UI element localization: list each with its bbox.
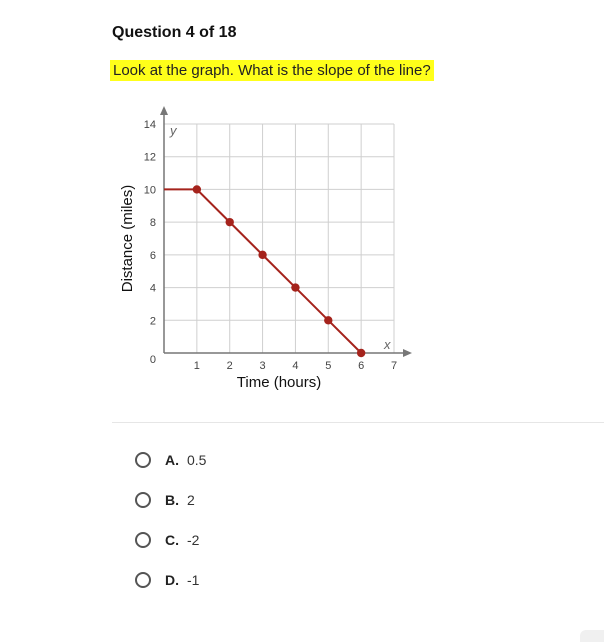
x-tick-label: 7 [390,360,398,372]
choice-a-value: 0.5 [187,452,207,468]
radio-c-icon[interactable] [135,532,151,548]
choice-d-value: -1 [187,572,200,588]
choice-a[interactable] [135,448,206,472]
y-tick-label: 6 [149,249,156,262]
y-axis-letter: y [170,123,177,138]
x-tick-label: 1 [193,360,200,372]
divider [112,422,604,423]
data-point [357,349,365,357]
y-tick-label: 14 [143,119,156,131]
y-tick-label: 4 [149,282,156,295]
y-axis-title: Distance (miles) [119,184,136,293]
choice-b[interactable] [135,488,206,512]
choice-c-value: -2 [187,532,200,548]
line-graph [112,100,422,400]
radio-d-icon[interactable] [135,572,151,588]
x-axis-letter: x [384,337,391,352]
x-tick-label: 5 [325,360,332,372]
x-tick-label: 4 [292,360,299,372]
y-tick-label: 2 [149,315,156,328]
data-point [193,185,201,193]
answer-choices [135,448,206,608]
data-point [324,316,332,324]
radio-a-icon[interactable] [135,452,151,468]
question-prompt: Look at the graph. What is the slope of the line? [110,60,434,81]
x-axis-arrow [403,349,412,357]
x-axis-title: Time (hours) [236,374,322,391]
choice-b-letter: B. [165,492,179,508]
data-point [258,251,266,259]
data-point [226,218,234,226]
y-tick-label: 12 [143,151,156,164]
data-point [291,283,299,291]
choice-d[interactable] [135,568,206,592]
choice-c[interactable] [135,528,206,552]
question-counter: Question 4 of 18 [112,24,237,41]
y-axis-arrow [160,106,168,115]
choice-b-value: 2 [187,492,195,508]
x-tick-label: 3 [259,360,266,372]
origin-label: 0 [149,354,156,366]
y-tick-label: 10 [143,184,156,197]
corner-tab [580,630,604,642]
radio-b-icon[interactable] [135,492,151,508]
x-tick-label: 2 [226,360,233,372]
choice-c-letter: C. [165,532,179,548]
y-tick-label: 8 [149,217,156,230]
choice-a-letter: A. [165,452,179,468]
choice-d-letter: D. [165,572,179,588]
x-tick-label: 6 [358,360,365,372]
